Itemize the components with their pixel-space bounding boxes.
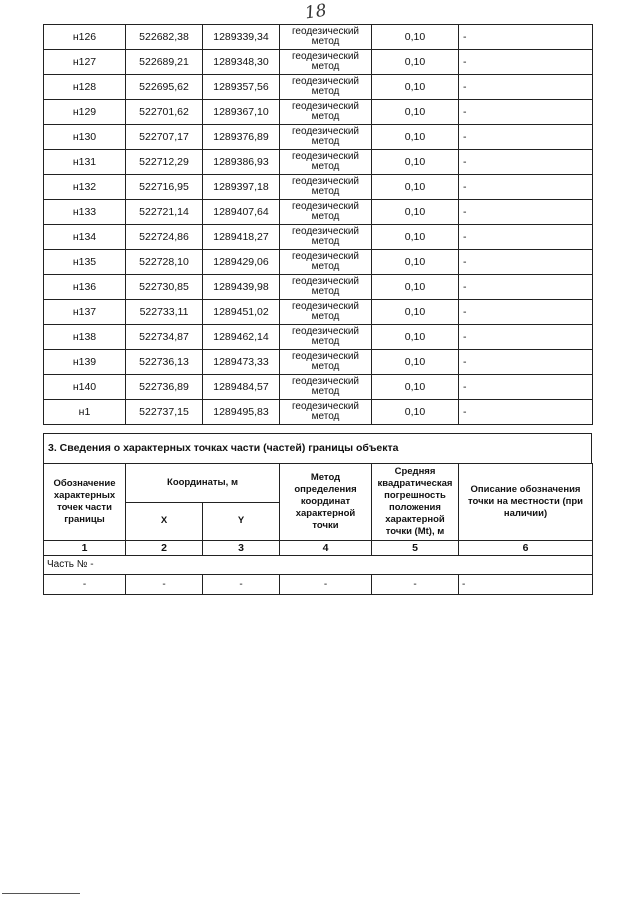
point-id-cell: н132 — [44, 175, 126, 200]
y-coordinate-cell: 1289439,98 — [203, 275, 280, 300]
accuracy-cell: 0,10 — [372, 225, 459, 250]
description-cell: - — [459, 50, 593, 75]
method-cell: геодезический метод — [280, 100, 372, 125]
method-cell: геодезический метод — [280, 25, 372, 50]
header-method: Метод определения координат характерной точки — [280, 464, 372, 541]
description-cell: - — [459, 225, 593, 250]
column-number: 4 — [280, 541, 372, 556]
description-cell: - — [459, 125, 593, 150]
accuracy-cell: 0,10 — [372, 200, 459, 225]
accuracy-cell: 0,10 — [372, 325, 459, 350]
empty-cell: - — [372, 575, 459, 595]
point-id-cell: н128 — [44, 75, 126, 100]
table-row — [44, 25, 593, 50]
table-row — [44, 100, 593, 125]
header-y: Y — [203, 502, 280, 541]
point-id-cell: н1 — [44, 400, 126, 425]
method-cell: геодезический метод — [280, 300, 372, 325]
point-id-cell: н140 — [44, 375, 126, 400]
y-coordinate-cell: 1289418,27 — [203, 225, 280, 250]
part-row — [44, 556, 593, 575]
column-number: 3 — [203, 541, 280, 556]
y-coordinate-cell: 1289495,83 — [203, 400, 280, 425]
header-description: Описание обозначения точки на местности (при наличии) — [459, 464, 593, 541]
accuracy-cell: 0,10 — [372, 375, 459, 400]
point-id-cell: н134 — [44, 225, 126, 250]
y-coordinate-cell: 1289473,33 — [203, 350, 280, 375]
table-row — [44, 75, 593, 100]
table-row — [44, 325, 593, 350]
table-row — [44, 125, 593, 150]
y-coordinate-cell: 1289407,64 — [203, 200, 280, 225]
empty-cell: - — [280, 575, 372, 595]
table-row — [44, 375, 593, 400]
x-coordinate-cell: 522695,62 — [126, 75, 203, 100]
y-coordinate-cell: 1289348,30 — [203, 50, 280, 75]
part-label: Часть № - — [44, 556, 593, 575]
part-points-table — [43, 463, 593, 595]
method-cell: геодезический метод — [280, 50, 372, 75]
table-row — [44, 300, 593, 325]
y-coordinate-cell: 1289357,56 — [203, 75, 280, 100]
coordinates-table — [43, 24, 593, 425]
method-cell: геодезический метод — [280, 250, 372, 275]
table-row — [44, 225, 593, 250]
y-coordinate-cell: 1289397,18 — [203, 175, 280, 200]
accuracy-cell: 0,10 — [372, 250, 459, 275]
point-id-cell: н135 — [44, 250, 126, 275]
x-coordinate-cell: 522712,29 — [126, 150, 203, 175]
y-coordinate-cell: 1289484,57 — [203, 375, 280, 400]
x-coordinate-cell: 522721,14 — [126, 200, 203, 225]
empty-cell: - — [459, 575, 593, 595]
method-cell: геодезический метод — [280, 225, 372, 250]
column-number: 2 — [126, 541, 203, 556]
point-id-cell: н139 — [44, 350, 126, 375]
description-cell: - — [459, 75, 593, 100]
description-cell: - — [459, 375, 593, 400]
accuracy-cell: 0,10 — [372, 50, 459, 75]
y-coordinate-cell: 1289339,34 — [203, 25, 280, 50]
column-numbers-row — [44, 541, 593, 556]
y-coordinate-cell: 1289462,14 — [203, 325, 280, 350]
table-row — [44, 350, 593, 375]
header-accuracy: Средняя квадратическая погрешность положения характерной точки (Mt), м — [372, 464, 459, 541]
x-coordinate-cell: 522736,13 — [126, 350, 203, 375]
table-row — [44, 150, 593, 175]
method-cell: геодезический метод — [280, 150, 372, 175]
accuracy-cell: 0,10 — [372, 75, 459, 100]
accuracy-cell: 0,10 — [372, 25, 459, 50]
description-cell: - — [459, 25, 593, 50]
point-id-cell: н133 — [44, 200, 126, 225]
header-coordinates: Координаты, м — [126, 464, 280, 503]
y-coordinate-cell: 1289451,02 — [203, 300, 280, 325]
table-row — [44, 400, 593, 425]
x-coordinate-cell: 522734,87 — [126, 325, 203, 350]
method-cell: геодезический метод — [280, 175, 372, 200]
header-designation: Обозначение характерных точек части границы — [44, 464, 126, 541]
description-cell: - — [459, 150, 593, 175]
point-id-cell: н126 — [44, 25, 126, 50]
x-coordinate-cell: 522707,17 — [126, 125, 203, 150]
y-coordinate-cell: 1289367,10 — [203, 100, 280, 125]
footnote-separator — [2, 893, 80, 894]
accuracy-cell: 0,10 — [372, 300, 459, 325]
column-number: 1 — [44, 541, 126, 556]
point-id-cell: н130 — [44, 125, 126, 150]
method-cell: геодезический метод — [280, 275, 372, 300]
point-id-cell: н131 — [44, 150, 126, 175]
point-id-cell: н127 — [44, 50, 126, 75]
point-id-cell: н136 — [44, 275, 126, 300]
section-3-title: 3. Сведения о характерных точках части (частей) границы объекта — [43, 433, 592, 463]
x-coordinate-cell: 522730,85 — [126, 275, 203, 300]
header-x: X — [126, 502, 203, 541]
accuracy-cell: 0,10 — [372, 100, 459, 125]
column-number: 5 — [372, 541, 459, 556]
method-cell: геодезический метод — [280, 125, 372, 150]
description-cell: - — [459, 175, 593, 200]
empty-cell: - — [126, 575, 203, 595]
x-coordinate-cell: 522733,11 — [126, 300, 203, 325]
y-coordinate-cell: 1289429,06 — [203, 250, 280, 275]
x-coordinate-cell: 522728,10 — [126, 250, 203, 275]
header-row — [44, 464, 593, 503]
description-cell: - — [459, 200, 593, 225]
empty-row — [44, 575, 593, 595]
method-cell: геодезический метод — [280, 375, 372, 400]
x-coordinate-cell: 522716,95 — [126, 175, 203, 200]
description-cell: - — [459, 300, 593, 325]
table-row — [44, 250, 593, 275]
method-cell: геодезический метод — [280, 75, 372, 100]
method-cell: геодезический метод — [280, 325, 372, 350]
method-cell: геодезический метод — [280, 400, 372, 425]
page-number: 18 — [303, 0, 328, 24]
point-id-cell: н129 — [44, 100, 126, 125]
accuracy-cell: 0,10 — [372, 175, 459, 200]
x-coordinate-cell: 522736,89 — [126, 375, 203, 400]
table-row — [44, 200, 593, 225]
point-id-cell: н137 — [44, 300, 126, 325]
method-cell: геодезический метод — [280, 200, 372, 225]
accuracy-cell: 0,10 — [372, 275, 459, 300]
table-row — [44, 175, 593, 200]
point-id-cell: н138 — [44, 325, 126, 350]
x-coordinate-cell: 522737,15 — [126, 400, 203, 425]
accuracy-cell: 0,10 — [372, 400, 459, 425]
accuracy-cell: 0,10 — [372, 350, 459, 375]
accuracy-cell: 0,10 — [372, 150, 459, 175]
y-coordinate-cell: 1289386,93 — [203, 150, 280, 175]
column-number: 6 — [459, 541, 593, 556]
description-cell: - — [459, 325, 593, 350]
table-row — [44, 275, 593, 300]
description-cell: - — [459, 250, 593, 275]
description-cell: - — [459, 100, 593, 125]
x-coordinate-cell: 522689,21 — [126, 50, 203, 75]
x-coordinate-cell: 522724,86 — [126, 225, 203, 250]
description-cell: - — [459, 400, 593, 425]
empty-cell: - — [44, 575, 126, 595]
y-coordinate-cell: 1289376,89 — [203, 125, 280, 150]
x-coordinate-cell: 522682,38 — [126, 25, 203, 50]
table-row — [44, 50, 593, 75]
description-cell: - — [459, 350, 593, 375]
x-coordinate-cell: 522701,62 — [126, 100, 203, 125]
method-cell: геодезический метод — [280, 350, 372, 375]
description-cell: - — [459, 275, 593, 300]
empty-cell: - — [203, 575, 280, 595]
accuracy-cell: 0,10 — [372, 125, 459, 150]
